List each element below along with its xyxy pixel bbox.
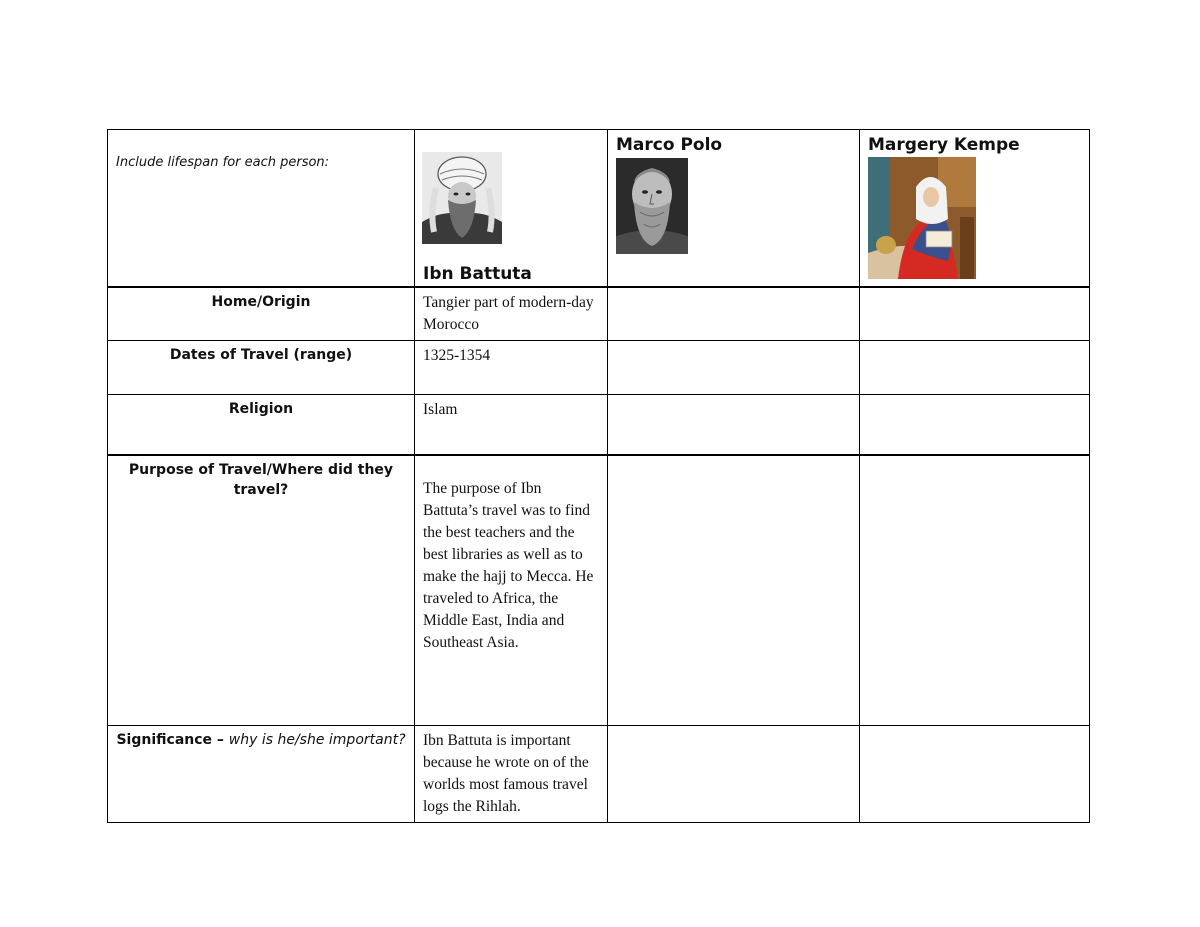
cell-marco-polo-religion	[608, 394, 860, 455]
cell-margery-kempe-significance	[860, 725, 1090, 822]
cell-ibn-battuta-home: Tangier part of modern-day Morocco	[415, 287, 608, 341]
row-label-purpose: Purpose of Travel/Where did they travel?	[108, 455, 415, 725]
row-label-home-origin: Home/Origin	[108, 287, 415, 341]
row-label-dates: Dates of Travel (range)	[108, 340, 415, 394]
ibn-battuta-portrait	[422, 152, 502, 244]
cell-ibn-battuta-purpose: The purpose of Ibn Battuta’s travel was to find the best teachers and the best libraries as well as to make the hajj to Mecca. He traveled to Africa, the Middle East, India and Southeast Asia.	[415, 455, 608, 725]
significance-label-italic: why is he/she important?	[228, 731, 406, 748]
header-row	[108, 130, 1090, 287]
cell-marco-polo-significance	[608, 725, 860, 822]
comparison-table	[107, 129, 1090, 823]
cell-marco-polo-purpose	[608, 455, 860, 725]
person-cell-margery-kempe	[860, 130, 1090, 287]
lifespan-prompt: Include lifespan for each person:	[108, 130, 415, 287]
row-label-religion: Religion	[108, 394, 415, 455]
cell-margery-kempe-religion	[860, 394, 1090, 455]
margery-kempe-portrait	[868, 157, 976, 279]
marco-polo-portrait	[616, 158, 688, 254]
table-row	[108, 287, 1090, 341]
person-cell-marco-polo	[608, 130, 860, 287]
person-name-margery-kempe: Margery Kempe	[868, 135, 1020, 155]
cell-marco-polo-dates	[608, 340, 860, 394]
table-row	[108, 340, 1090, 394]
cell-margery-kempe-dates	[860, 340, 1090, 394]
cell-ibn-battuta-dates: 1325-1354	[415, 340, 608, 394]
cell-ibn-battuta-significance: Ibn Battuta is important because he wrote on of the worlds most famous travel logs the Rihlah.	[415, 725, 608, 822]
table-row	[108, 725, 1090, 822]
person-name-marco-polo: Marco Polo	[616, 135, 723, 155]
cell-margery-kempe-home	[860, 287, 1090, 341]
person-name-ibn-battuta: Ibn Battuta	[423, 263, 532, 284]
cell-margery-kempe-purpose	[860, 455, 1090, 725]
row-label-significance	[108, 725, 415, 822]
person-cell-ibn-battuta	[415, 130, 608, 287]
significance-label-main: Significance –	[116, 731, 229, 748]
cell-marco-polo-home	[608, 287, 860, 341]
table-row	[108, 394, 1090, 455]
cell-ibn-battuta-religion: Islam	[415, 394, 608, 455]
table-row	[108, 455, 1090, 725]
